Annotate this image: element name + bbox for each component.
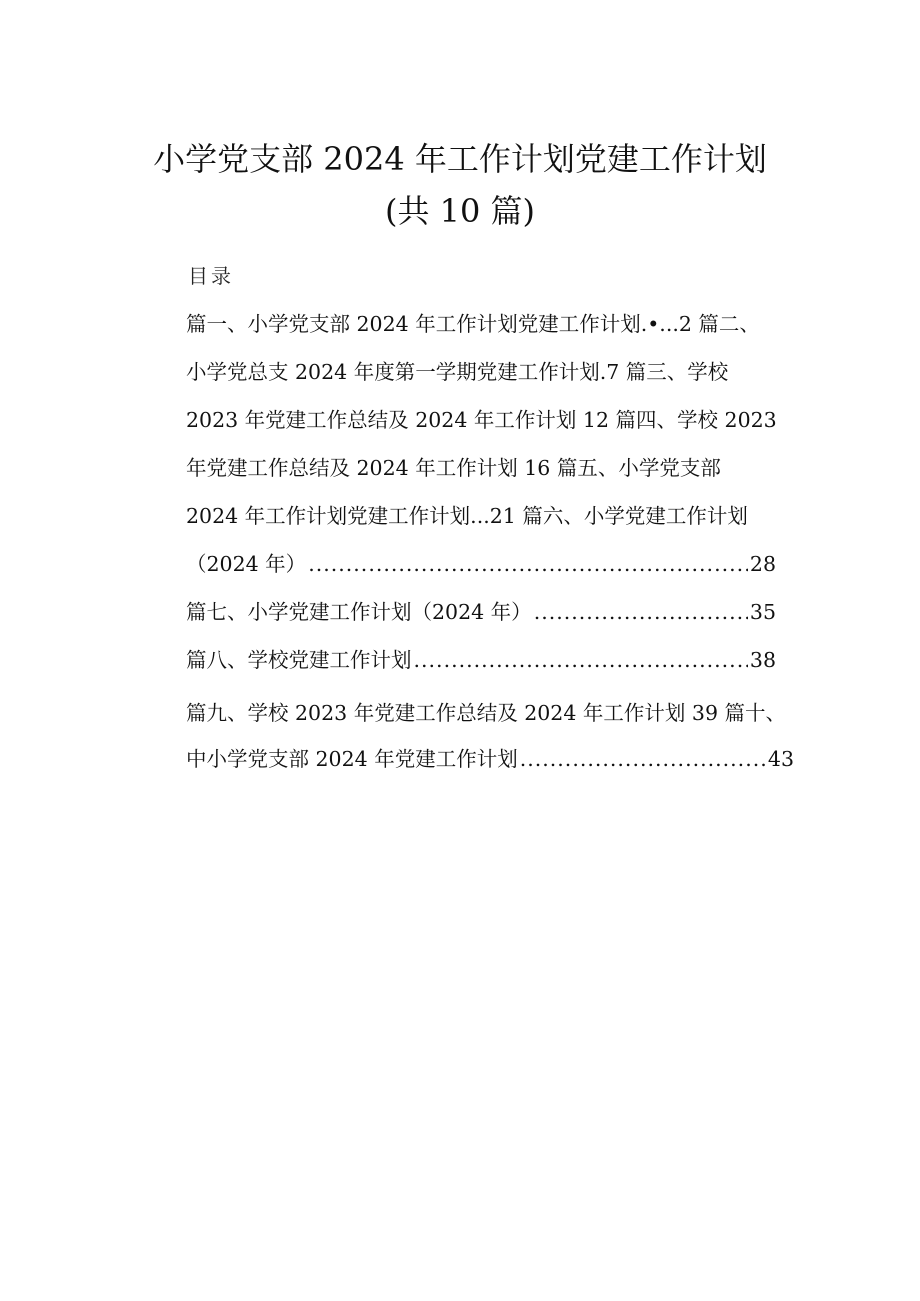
toc-line: 2023 年党建工作总结及 2024 年工作计划 12 篇四、学校 2023: [186, 408, 777, 432]
toc-entry-title: （2024 年）: [186, 552, 307, 576]
toc-leader-dots: [308, 549, 748, 579]
toc-line: 篇九、学校 2023 年党建工作总结及 2024 年工作计划 39 篇十、: [186, 701, 787, 725]
toc-leader-dots: [534, 597, 748, 627]
toc-line: 年党建工作总结及 2024 年工作计划 16 篇五、小学党支部: [186, 456, 721, 480]
toc-line: 小学党总支 2024 年度第一学期党建工作计划.7 篇三、学校: [186, 360, 729, 384]
toc-entry-title: 篇七、小学党建工作计划（2024 年）: [186, 600, 532, 624]
toc-entry: [186, 549, 776, 579]
toc-entry: [186, 645, 776, 675]
toc-line: 2024 年工作计划党建工作计划...21 篇六、小学党建工作计划: [186, 504, 748, 528]
toc-entry: [186, 744, 794, 774]
document-title: 小学党支部 2024 年工作计划党建工作计划: [153, 140, 767, 178]
toc-entry-title: 篇八、学校党建工作计划: [186, 648, 412, 672]
toc-leader-dots: [520, 744, 766, 774]
toc-entry-page: 28: [749, 552, 776, 576]
toc-leader-dots: [414, 645, 748, 675]
toc-entry-title: 中小学党支部 2024 年党建工作计划: [186, 747, 518, 771]
toc-heading: 目录: [188, 264, 234, 288]
document-subtitle: (共 10 篇): [384, 192, 536, 230]
toc-line: 篇一、小学党支部 2024 年工作计划党建工作计划.•...2 篇二、: [186, 312, 760, 336]
toc-entry-page: 43: [767, 747, 794, 771]
toc-entry: [186, 597, 776, 627]
toc-entry-page: 38: [749, 648, 776, 672]
toc-entry-page: 35: [749, 600, 776, 624]
